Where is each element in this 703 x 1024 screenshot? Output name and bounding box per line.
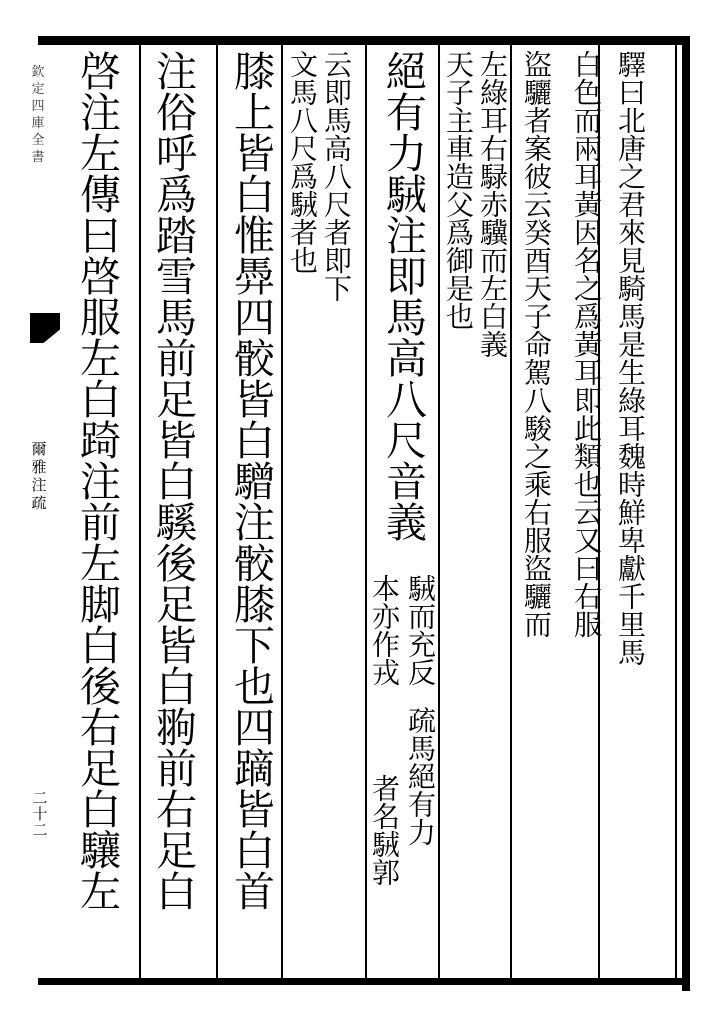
column-rule	[281, 45, 283, 978]
text-column: 注俗呼爲踏雪馬前足皆白騱後足皆白翑前右足白	[149, 50, 197, 911]
text-column: 啓注左傳曰啓服左白踦注前左脚白後右足白驤左	[73, 50, 121, 911]
text-column: 本亦作戎	[368, 574, 401, 686]
text-column: 云即馬高八尺者即下	[320, 50, 353, 302]
page-frame-right	[682, 36, 690, 991]
page-frame-top	[38, 36, 688, 45]
text-column: 驛曰北唐之君來見騎馬是生綠耳魏時鮮卑獻千里馬	[614, 50, 647, 666]
text-column: 文馬八尺爲駥者也	[286, 50, 319, 274]
text-column: 膝上皆白惟馵四骹皆白驓注骹膝下也四蹢皆白首	[227, 50, 275, 911]
fold-margin	[0, 45, 38, 980]
text-column: 左綠耳右騄赤驥而左白義	[476, 50, 509, 358]
text-column: 疏馬絕有力	[404, 706, 437, 846]
column-rule	[216, 45, 218, 978]
page-frame-right-inner	[675, 45, 677, 985]
text-column: 者名駥郭	[368, 774, 401, 886]
text-column: 盜驪者案彼云癸酉天子命駕八駿之乘右服盜驪而	[520, 50, 553, 638]
column-rule	[438, 45, 440, 978]
text-column: 駥而充反	[404, 574, 437, 686]
fold-margin-upper-text: 欽定四庫全書	[31, 65, 45, 165]
text-column: 絕有力駥注即馬高八尺音義	[379, 50, 427, 542]
fishtail-mark	[30, 313, 60, 343]
column-rule	[139, 45, 141, 978]
page-frame-bottom	[38, 978, 690, 985]
column-rule	[510, 45, 512, 978]
page-number: 二十二	[32, 789, 48, 839]
book-title: 爾雅注疏	[31, 440, 47, 512]
text-column: 天子主車造父爲御是也	[442, 50, 475, 330]
column-rule	[365, 45, 367, 978]
text-column: 白色而兩耳黃因名之爲黃耳即此類也云又曰右服	[570, 50, 603, 638]
